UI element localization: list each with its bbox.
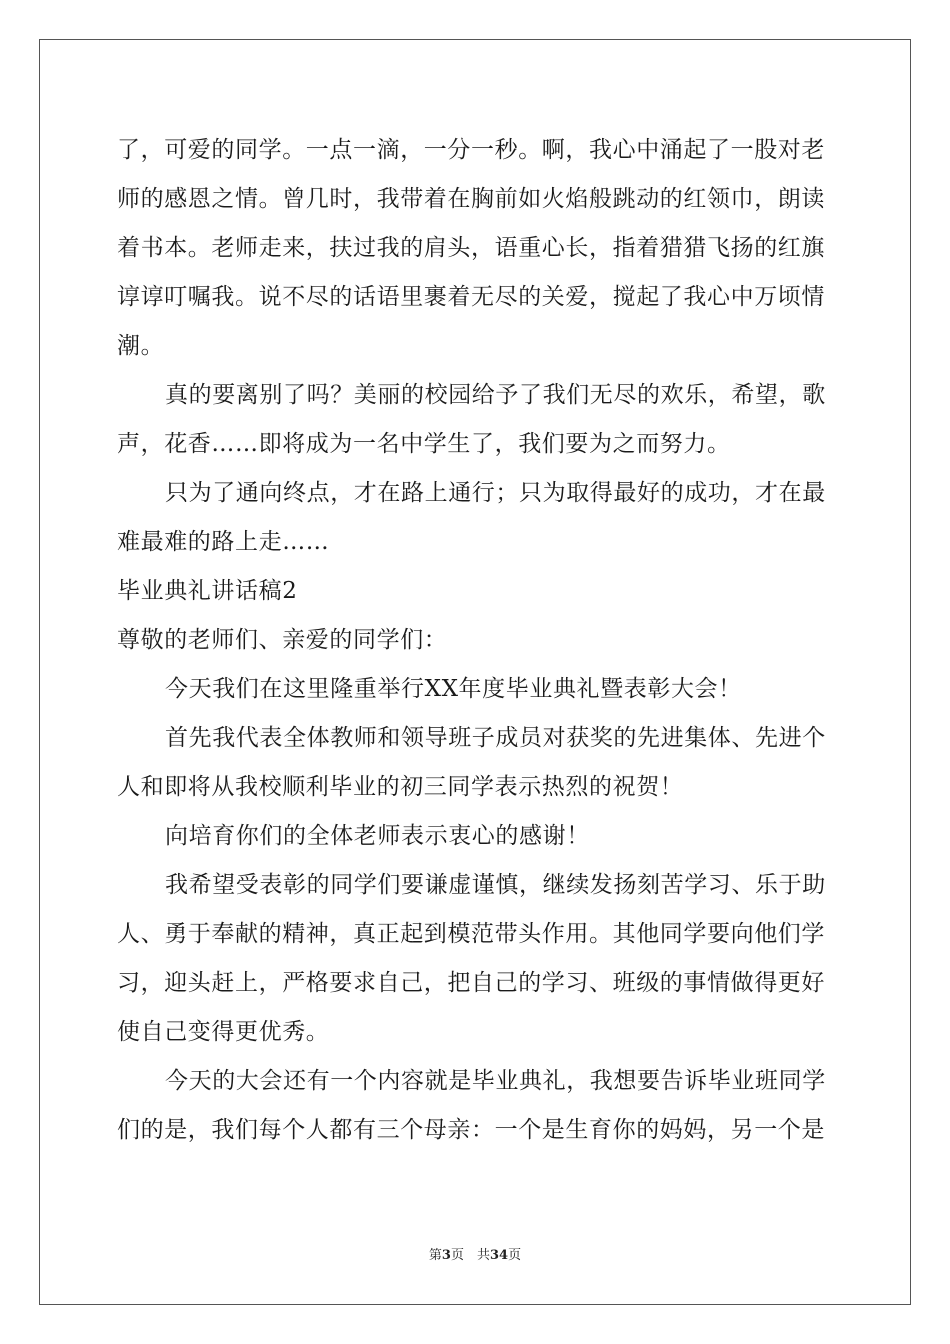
text-line: 了，可爱的同学。一点一滴，一分一秒。啊，我心中涌起了一股对老 (117, 137, 825, 163)
text-line: 首先我代表全体教师和领导班子成员对获奖的先进集体、先进个 (165, 725, 826, 751)
text-line: 今天我们在这里隆重举行XX年度毕业典礼暨表彰大会！ (165, 676, 742, 702)
text-line: 习，迎头赶上，严格要求自己，把自己的学习、班级的事情做得更好 (117, 970, 825, 996)
text-line: 今天的大会还有一个内容就是毕业典礼，我想要告诉毕业班同学 (165, 1068, 826, 1094)
text-line: 真的要离别了吗？美丽的校园给予了我们无尽的欢乐，希望，歌 (165, 382, 826, 408)
text-line: 使自己变得更优秀。 (117, 1019, 330, 1045)
footer-mid: 页 共 (450, 1248, 490, 1263)
text-line: 向培育你们的全体老师表示衷心的感谢！ (165, 823, 590, 849)
text-line: 人、勇于奉献的精神，真正起到模范带头作用。其他同学要向他们学 (117, 921, 825, 947)
salutation: 尊敬的老师们、亲爱的同学们： (117, 627, 448, 653)
text-line: 们的是，我们每个人都有三个母亲：一个是生育你的妈妈，另一个是 (117, 1117, 825, 1143)
page-footer (0, 1244, 950, 1263)
document-body (117, 126, 833, 1155)
total-page-count: 34 (489, 1248, 509, 1263)
text-line: 人和即将从我校顺利毕业的初三同学表示热烈的祝贺！ (117, 774, 684, 800)
footer-suffix: 页 (508, 1248, 522, 1263)
section-heading: 毕业典礼讲话稿2 (117, 578, 298, 604)
text-line: 难最难的路上走…… (117, 529, 330, 555)
text-line: 潮。 (117, 333, 165, 359)
text-line: 师的感恩之情。曾几时，我带着在胸前如火焰般跳动的红领巾，朗读 (117, 186, 825, 212)
text-line: 只为了通向终点，才在路上通行；只为取得最好的成功，才在最 (165, 480, 826, 506)
text-line: 我希望受表彰的同学们要谦虚谨慎，继续发扬刻苦学习、乐于助 (165, 872, 826, 898)
text-line: 声，花香……即将成为一名中学生了，我们要为之而努力。 (117, 431, 731, 457)
footer-prefix: 第 (428, 1248, 442, 1263)
current-page-number: 3 (441, 1248, 451, 1263)
text-line: 着书本。老师走来，扶过我的肩头，语重心长，指着猎猎飞扬的红旗 (117, 235, 825, 261)
text-line: 谆谆叮嘱我。说不尽的话语里裹着无尽的关爱，搅起了我心中万顷情 (117, 284, 825, 310)
